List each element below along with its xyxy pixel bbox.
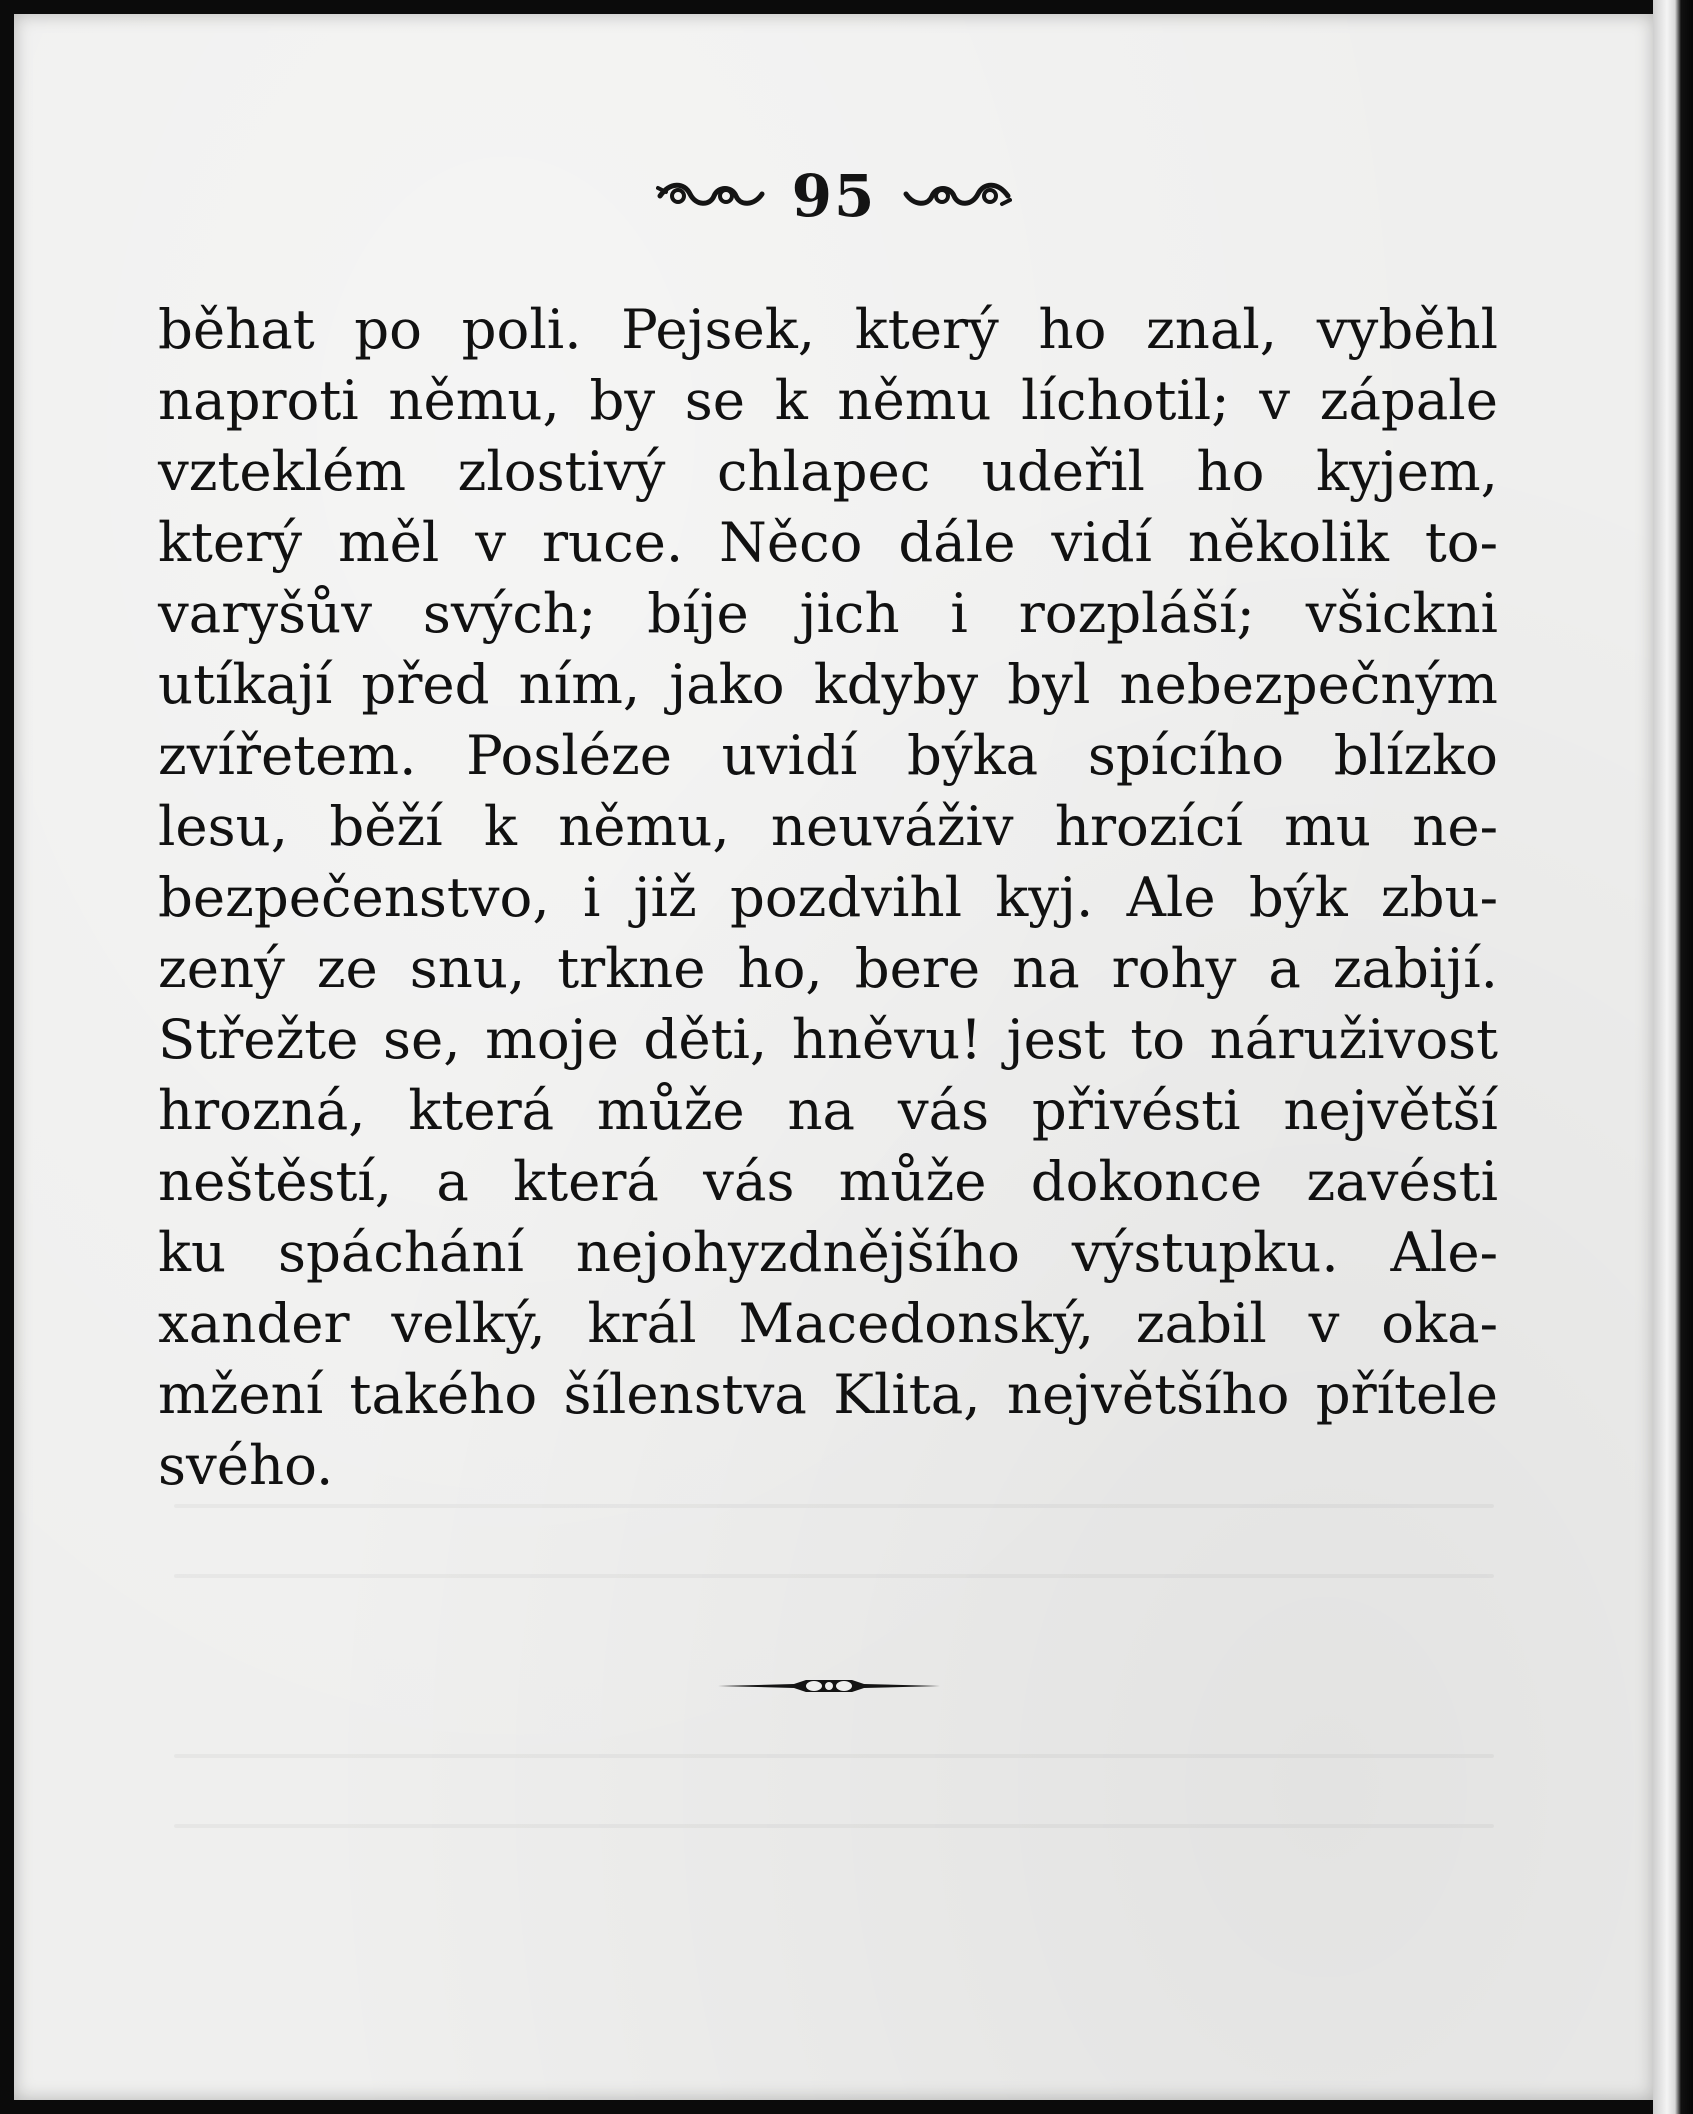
text-line: zvířetem. Posléze uvidí býka spícího blízko bbox=[158, 723, 1498, 787]
text-line: Střežte se, moje děti, hněvu! jest to náruživost bbox=[158, 1007, 1498, 1071]
text-line: ku spáchání nejohyzdnějšího výstupku. Ale- bbox=[158, 1220, 1498, 1284]
text-line: bezpečenstvo, i již pozdvihl kyj. Ale býk zbu- bbox=[158, 865, 1498, 929]
text-line: zený ze snu, trkne ho, bere na rohy a zabijí. bbox=[158, 936, 1498, 1000]
text-line: neštěstí, a která vás může dokonce zavésti bbox=[158, 1149, 1498, 1213]
text-line: mžení takého šílenstva Klita, největšího přítele bbox=[158, 1362, 1498, 1426]
text-line: běhat po poli. Pejsek, který ho znal, vyběhl bbox=[158, 297, 1498, 361]
bleed-through-shadow bbox=[174, 1574, 1494, 1578]
body-text bbox=[158, 294, 1498, 1501]
bleed-through-shadow bbox=[174, 1504, 1494, 1508]
scroll-ornament-left-icon bbox=[656, 176, 766, 216]
text-line: varyšův svých; bíje jich i rozpláší; všickni bbox=[158, 581, 1498, 645]
page-header bbox=[14, 162, 1654, 230]
scroll-ornament-right-icon bbox=[902, 176, 1012, 216]
text-line: utíkají před ním, jako kdyby byl nebezpečným bbox=[158, 652, 1498, 716]
decorative-rule-icon bbox=[714, 1666, 944, 1706]
text-line: lesu, běží k němu, neuváživ hrozící mu ne- bbox=[158, 794, 1498, 858]
text-line: naproti němu, by se k němu líchotil; v zápale bbox=[158, 368, 1498, 432]
text-line: který měl v ruce. Něco dále vidí několik to- bbox=[158, 510, 1498, 574]
bleed-through-shadow bbox=[174, 1824, 1494, 1828]
text-line: hrozná, která může na vás přivésti největší bbox=[158, 1078, 1498, 1142]
book-spine-edge bbox=[1653, 0, 1693, 2114]
text-line: xander velký, král Macedonský, zabil v oka- bbox=[158, 1291, 1498, 1355]
text-line: svého. bbox=[158, 1433, 334, 1497]
text-line: vzteklém zlostivý chlapec udeřil ho kyjem, bbox=[158, 439, 1498, 503]
bleed-through-shadow bbox=[174, 1754, 1494, 1758]
paper-sheet bbox=[14, 14, 1654, 2100]
page-number: 95 bbox=[791, 162, 877, 230]
